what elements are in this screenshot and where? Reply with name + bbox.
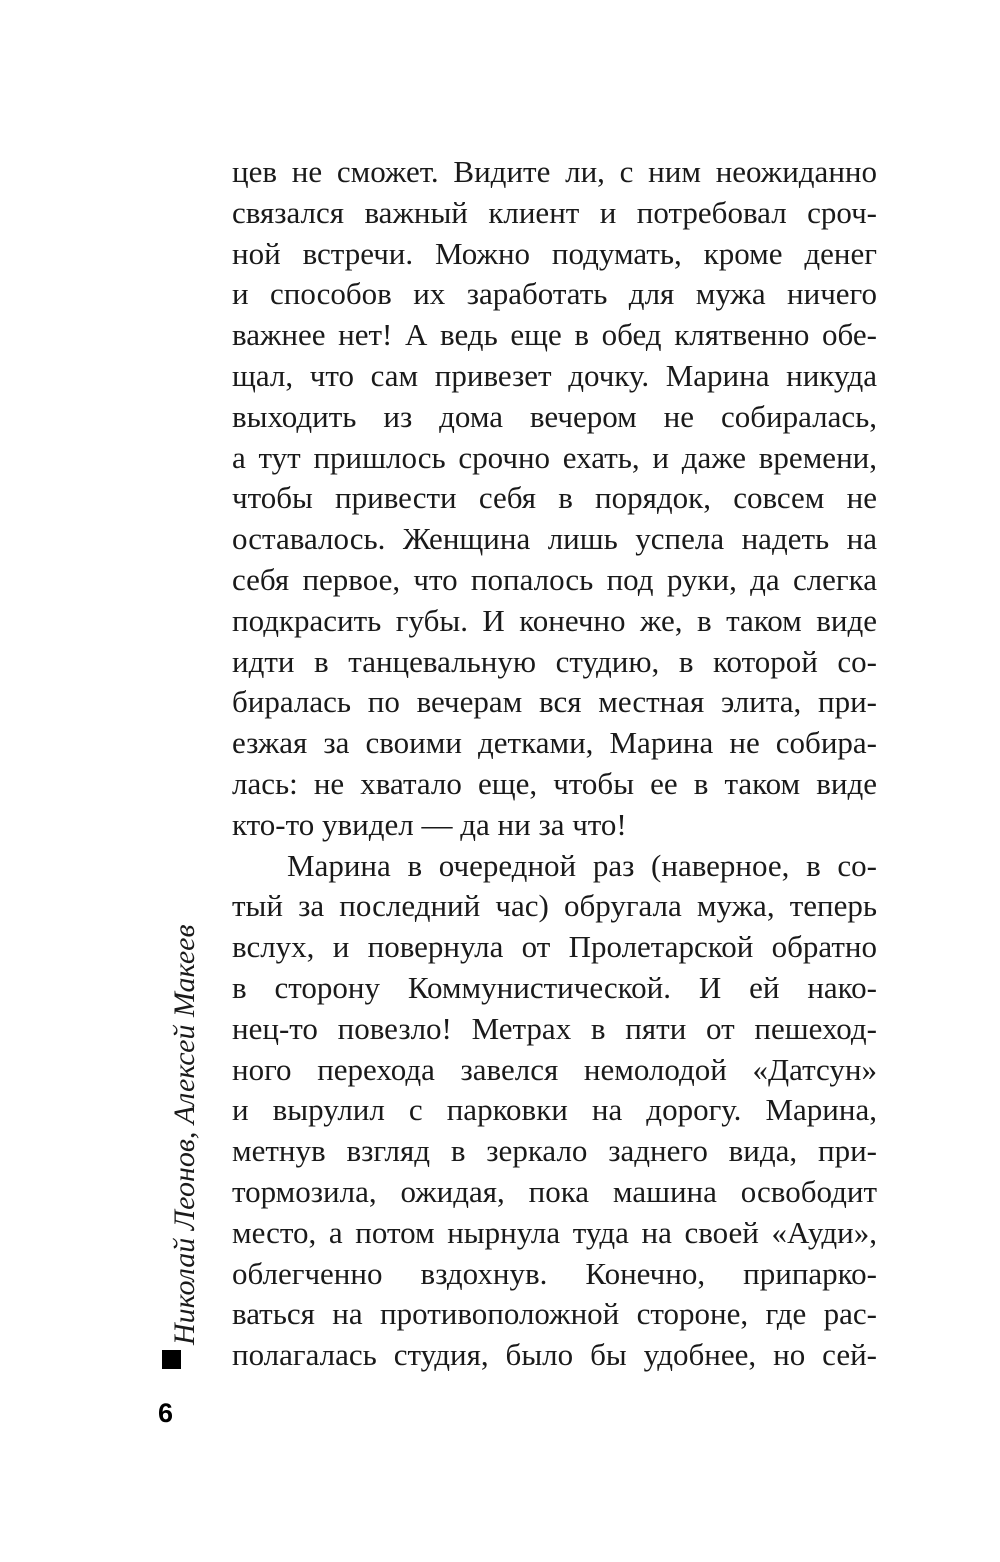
- text-line: тормозила, ожидая, пока машина освободит: [232, 1173, 877, 1209]
- text-line: и вырулил с парковки на дорогу. Марина,: [232, 1092, 877, 1128]
- text-line: идти в танцевальную студию, в которой со-: [232, 643, 877, 679]
- page-number: 6: [158, 1398, 174, 1428]
- text-line: лась: не хватало еще, чтобы ее в таком виде: [232, 765, 877, 801]
- text-line: и способов их заработать для мужа ничего: [232, 276, 877, 312]
- text-line: ной встречи. Можно подумать, кроме денег: [232, 235, 877, 271]
- text-line: связался важный клиент и потребовал сроч-: [232, 194, 877, 230]
- text-line: чтобы привести себя в порядок, совсем не: [232, 480, 877, 516]
- text-line: себя первое, что попалось под руки, да слегка: [232, 561, 877, 597]
- text-line: щал, что сам привезет дочку. Марина никуда: [232, 357, 877, 393]
- text-line: полагалась студия, было бы удобнее, но сей-: [232, 1337, 877, 1373]
- text-line: а тут пришлось срочно ехать, и даже времени,: [232, 439, 877, 475]
- text-line: метнув взгляд в зеркало заднего вида, при-: [232, 1133, 877, 1169]
- text-line: вслух, и повернула от Пролетарской обратно: [232, 929, 877, 965]
- text-line: место, а потом нырнула туда на своей «Ауди»,: [232, 1214, 877, 1250]
- running-head-authors: Николай Леонов, Алексей Макеев: [168, 924, 201, 1345]
- text-line: кто-то увидел — да ни за что!: [232, 806, 627, 842]
- text-line: ваться на противоположной стороне, где рас-: [232, 1296, 877, 1332]
- text-line: облегченно вздохнув. Конечно, припарко-: [232, 1255, 877, 1291]
- text-line: езжая за своими детками, Марина не собира-: [232, 725, 877, 761]
- square-marker-icon: [162, 1350, 181, 1369]
- paragraph-2: [232, 846, 877, 1376]
- text-line: биралась по вечерам вся местная элита, при-: [232, 684, 877, 720]
- text-line: в сторону Коммунистической. И ей нако-: [232, 969, 877, 1005]
- text-line: важнее нет! А ведь еще в обед клятвенно обе-: [232, 317, 877, 353]
- text-line: тый за последний час) обругала мужа, теперь: [232, 888, 877, 924]
- text-line: ного перехода завелся немолодой «Датсун»: [232, 1051, 877, 1087]
- text-line: подкрасить губы. И конечно же, в таком виде: [232, 602, 877, 638]
- text-line: нец-то повезло! Метрах в пяти от пешеход-: [232, 1010, 877, 1046]
- body-text: [232, 152, 877, 1376]
- text-line: Марина в очередной раз (наверное, в со-: [287, 847, 877, 883]
- text-line: цев не сможет. Видите ли, с ним неожиданно: [232, 154, 877, 189]
- paragraph-1: [232, 152, 877, 846]
- text-line: выходить из дома вечером не собиралась,: [232, 398, 877, 434]
- text-line: оставалось. Женщина лишь успела надеть на: [232, 521, 877, 557]
